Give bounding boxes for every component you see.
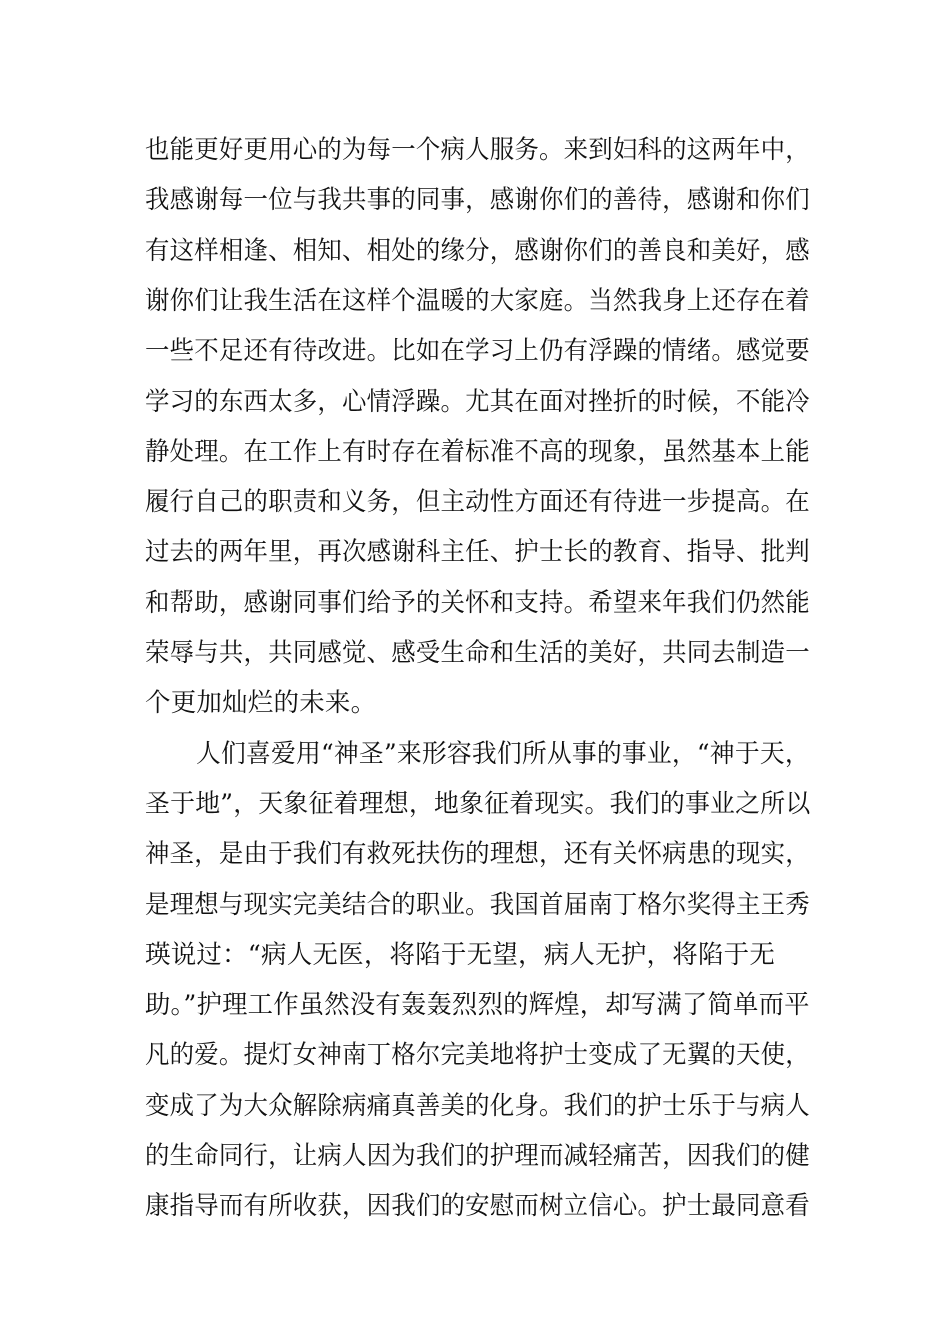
text-line: 履行自己的职责和义务，但主动性方面还有待进一步提高。在 [145,487,810,518]
text-line: 一些不足还有待改进。比如在学习上仍有浮躁的情绪。感觉要 [145,336,810,367]
text-line: 有这样相逢、相知、相处的缘分，感谢你们的善良和美好，感 [145,235,810,266]
text-line: 助。”护理工作虽然没有轰轰烈烈的辉煌，却写满了简单而平 [145,990,810,1021]
text-line: 谢你们让我生活在这样个温暖的大家庭。当然我身上还存在着 [145,285,810,316]
text-line: 学习的东西太多，心情浮躁。尤其在面对挫折的时候，不能冷 [145,386,810,417]
text-line: 是理想与现实完美结合的职业。我国首届南丁格尔奖得主王秀 [145,889,810,920]
text-line: 我感谢每一位与我共事的同事，感谢你们的善待，感谢和你们 [145,185,810,216]
text-line: 瑛说过：“病人无医，将陷于无望，病人无护，将陷于无 [145,939,776,970]
text-line: 个更加灿烂的未来。 [145,688,377,719]
text-line: 人们喜爱用“神圣”来形容我们所从事的事业，“神于天， [196,738,810,769]
text-line: 过去的两年里，再次感谢科主任、护士长的教育、指导、批判 [145,537,810,568]
text-line: 的生命同行，让病人因为我们的护理而减轻痛苦，因我们的健 [145,1141,810,1171]
text-line: 静处理。在工作上有时存在着标准不高的现象，虽然基本上能 [145,436,810,467]
text-line: 变成了为大众解除病痛真善美的化身。我们的护士乐于与病人 [145,1090,810,1121]
text-line: 神圣，是由于我们有救死扶伤的理想，还有关怀病患的现实， [145,839,810,870]
text-line: 和帮助，感谢同事们给予的关怀和支持。希望来年我们仍然能 [145,587,810,618]
text-line: 圣于地”，天象征着理想，地象征着现实。我们的事业之所以 [145,788,811,819]
text-line: 也能更好更用心的为每一个病人服务。来到妇科的这两年中， [145,135,810,165]
text-line: 荣辱与共，共同感觉、感受生命和生活的美好，共同去制造一 [145,638,810,668]
text-line: 凡的爱。提灯女神南丁格尔完美地将护士变成了无翼的天使， [145,1040,810,1071]
text-line: 康指导而有所收获，因我们的安慰而树立信心。护士最同意看 [145,1191,810,1222]
